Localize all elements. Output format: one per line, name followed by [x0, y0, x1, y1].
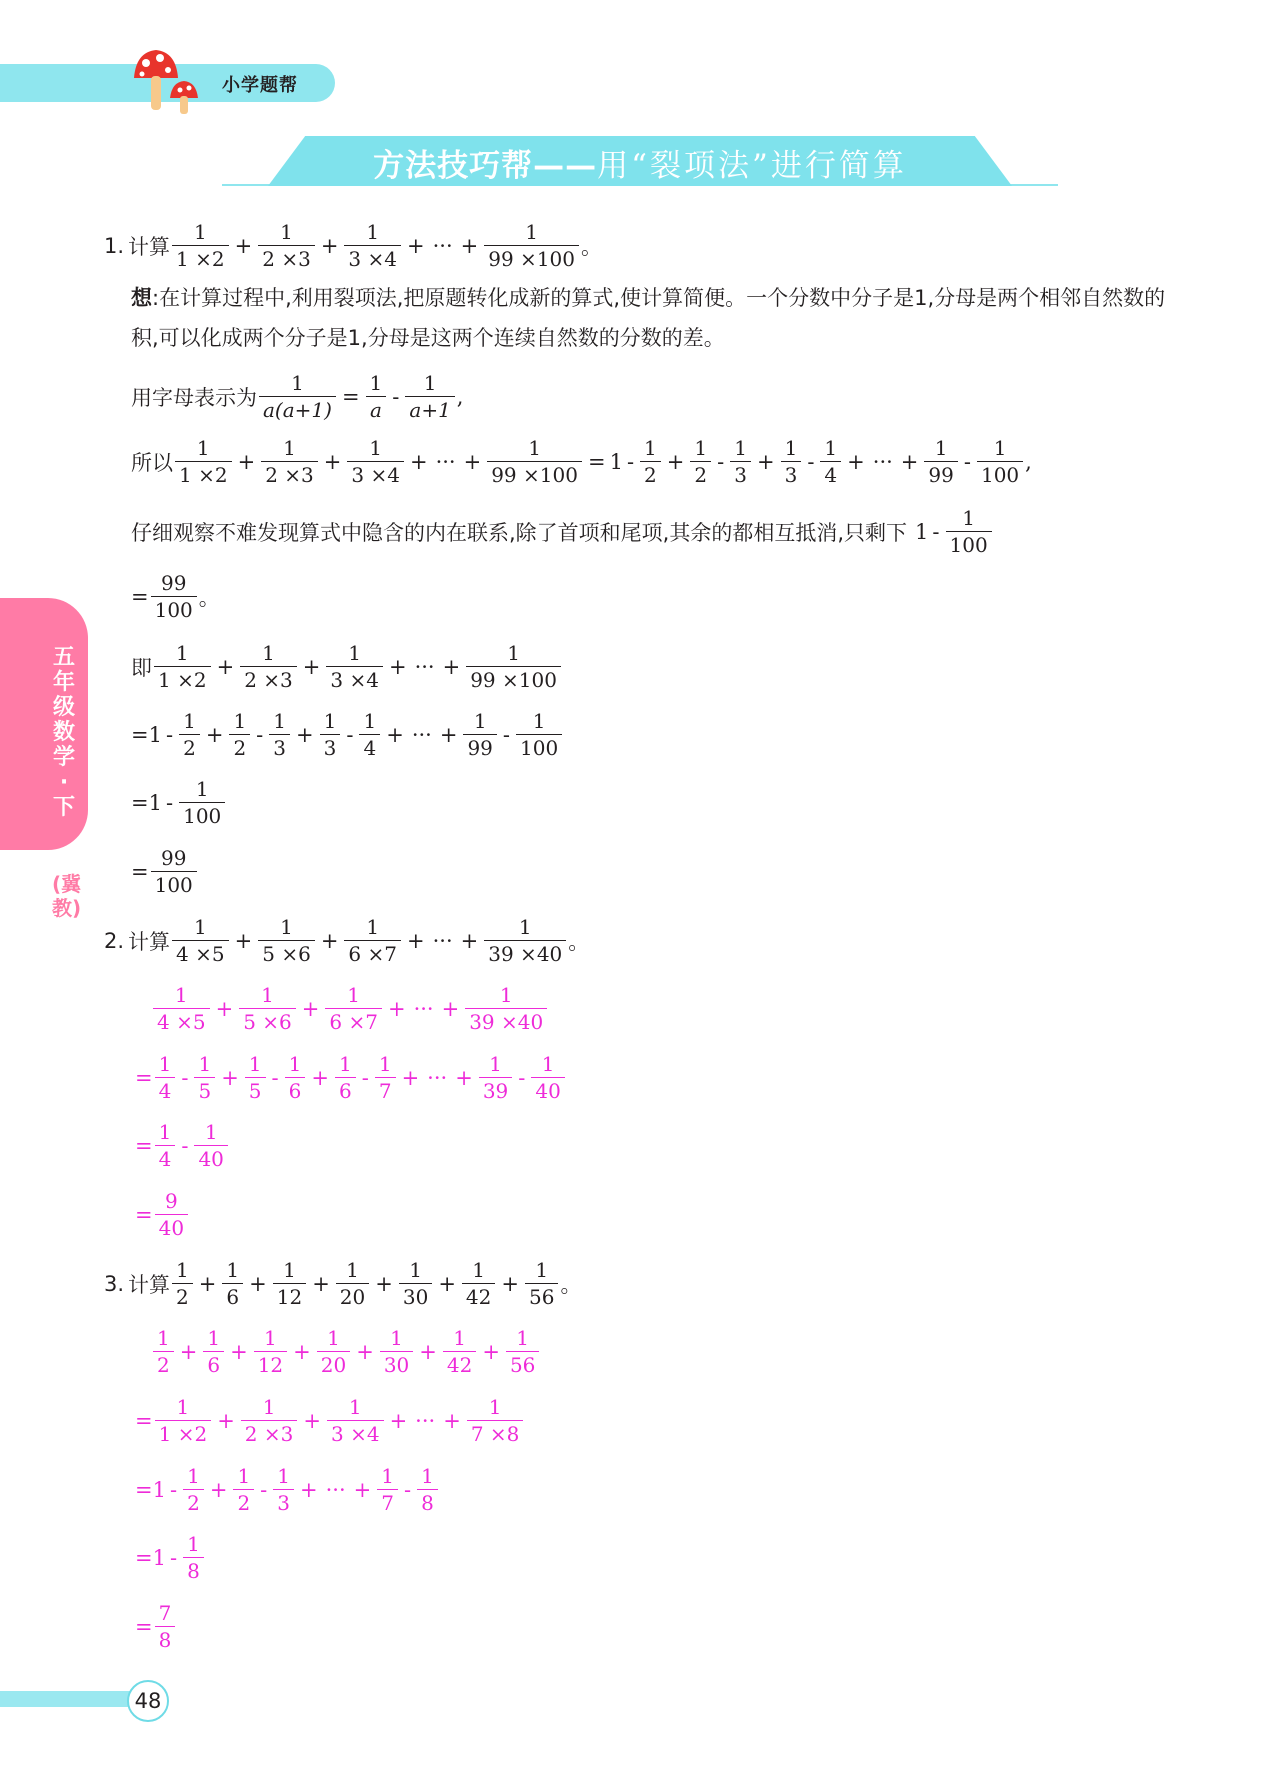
q1-letter-formula: 用字母表示为 $\frac{1}{a(a+1)}$ = $\frac{1}{a}$ - 1 a+1 ,: [131, 371, 464, 422]
q1-think: 想:在计算过程中,利用裂项法,把原题转化成新的算式,使计算简便。一个分数中分子是1,分母是两个相邻自然数的积,可以化成两个分子是1,分母是这两个连续自然数的分数的差。: [131, 286, 1166, 350]
q3-answer-2: = $\frac{1}{1 \times 2}$ + $\frac{1}{2 \times 3}$ + $\frac{1}{3 \times 4}$ + ··· + $\frac{1}{7 \times 8}$: [135, 1397, 525, 1444]
q3-answer-3: = 1 - 1 2 + $\frac{1}{2}$ - 1 3 + ··· + $\frac{1}{7}$ - 1 8: [135, 1466, 440, 1513]
q1-so-line: 所以 1 1 ×2 + $\frac{1}{2 \times 3}$ + $\frac{1}{3 \times 4}$ + ··· + $\frac{1}{99 \times 100}$ = 1 - 1 2 + $\frac{1}{2}$ - 1 3 + $\frac{1}{3}$ - 1 4 + ··· + $\frac{1}{99}$ - 1 100 ,: [131, 436, 1032, 487]
q3-answer-4: = 1 - 1 8: [135, 1534, 206, 1581]
q1-step-3: = 1 - 1 100: [131, 779, 227, 826]
q2-answer-2: = $\frac{1}{4}$ - 1 5 + $\frac{1}{5}$ - 1 6 + $\frac{1}{6}$ - 1 7 + ··· + $\frac{1}{39}$ - 1 40: [135, 1054, 567, 1101]
page-number: 48: [127, 1680, 169, 1722]
q2-answer-1: 1 4 ×5 + $\frac{1}{5 \times 6}$ + $\frac{1}{6 \times 7}$ + ··· + $\frac{1}{39 \times 40}$: [151, 985, 549, 1032]
q3-problem: 3. 计算 1 2 + $\frac{1}{6}$ + $\frac{1}{12}$ + $\frac{1}{20}$ + $\frac{1}{30}$ + $\frac{1}{42}$ + $\frac{1}{56}$ 。: [104, 1258, 582, 1309]
q1-observe-result: = $\frac{99}{100}$ 。: [131, 571, 220, 622]
q1-step-4: = $\frac{99}{100}$: [131, 848, 199, 895]
q1-observe: 仔细观察不难发现算式中隐含的内在联系,除了首项和尾项,其余的都相互抵消,只剩下 1 - 1 100: [131, 508, 994, 555]
q1-step-1: 即 1 1 ×2 + $\frac{1}{2 \times 3}$ + $\frac{1}{3 \times 4}$ + ··· + $\frac{1}{99 \times 100}$: [131, 643, 563, 690]
q1-step-2: = 1 - 1 2 + $\frac{1}{2}$ - 1 3 + $\frac{1}{3}$ - 1 4 + ··· + $\frac{1}{99}$ - 1 100: [131, 711, 564, 758]
q2-problem: 2. 计算 1 4 ×5 + $\frac{1}{5 \times 6}$ + $\frac{1}{6 \times 7}$ + ··· + $\frac{1}{39 \times 40}$ 。: [104, 915, 590, 966]
mushroom-logo-icon: [130, 46, 210, 116]
edition-label: (冀教): [52, 872, 82, 920]
q2-answer-3: = $\frac{1}{4}$ - 1 40: [135, 1122, 230, 1169]
q2-answer-4: = $\frac{9}{40}$: [135, 1191, 190, 1238]
q3-answer-1: 1 2 + $\frac{1}{6}$ + $\frac{1}{12}$ + $\frac{1}{20}$ + $\frac{1}{30}$ + $\frac{1}{42}$ + $\frac{1}{56}$: [151, 1328, 541, 1375]
q3-answer-5: = $\frac{7}{8}$: [135, 1603, 177, 1650]
grade-label: 五年级数学·下: [52, 645, 75, 820]
section-title: 方法技巧帮——用“裂项法”进行简算: [373, 148, 907, 184]
q1-problem: 1. 计算 1 1 ×2 + $\frac{1}{2 \times 3}$ + $\frac{1}{3 \times 4}$ + ··· + $\frac{1}{99 \times 100}$ 。: [104, 220, 602, 271]
brand-name: 小学题帮: [222, 75, 298, 96]
